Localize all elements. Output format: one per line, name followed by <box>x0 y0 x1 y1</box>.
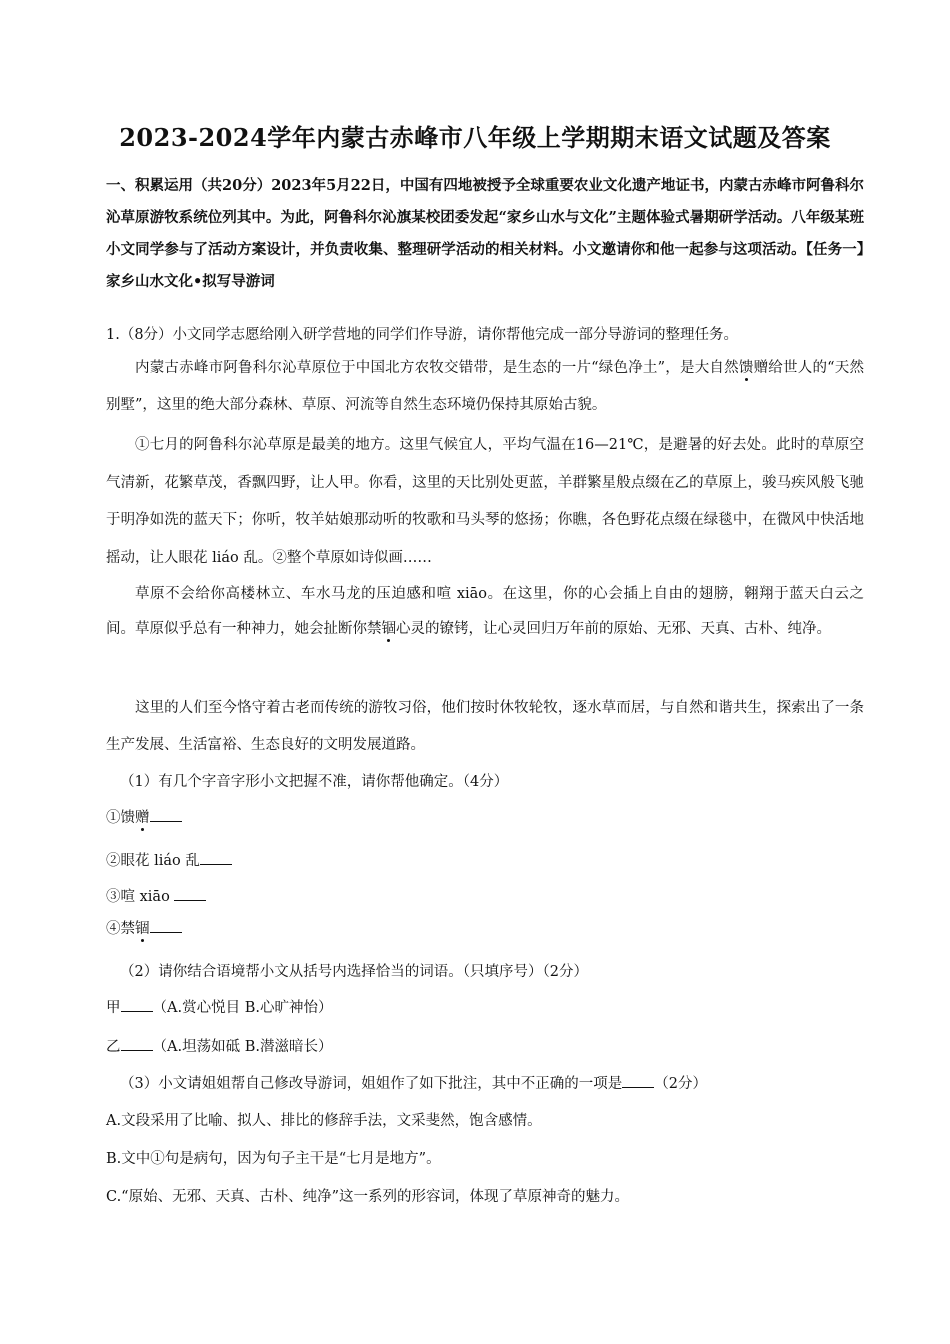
section-intro: 一、积累运用（共20分）2023年5月22日，中国有四地被授予全球重要农业文化遗产地证书，内蒙古赤峰市阿鲁科尔沁草原游牧系统位列其中。为此，阿鲁科尔沁旗某校团委发起“家乡山水与文化”主题体验式暑期研学活动。八年级某班小文同学参与了活动方案设计，并负责收集、整理研学活动的相关材料。小文邀请你和他一起参与这项活动。【任务一】家乡山水文化•拟写导游词 <box>106 177 864 290</box>
passage-paragraph-1: 内蒙古赤峰市阿鲁科尔沁草原位于中国北方农牧交错带，是生态的一片“绿色净土”，是大自然馈赠给世人的“天然别墅”，这里的绝大部分森林、草原、河流等自然生态环境仍保持其原始古貌。 <box>106 360 864 413</box>
passage-paragraph-4: 这里的人们至今恪守着古老而传统的游牧习俗，他们按时休牧轮牧，逐水草而居，与自然和谐共生，探索出了一条生产发展、生活富裕、生态良好的文明发展道路。 <box>106 700 864 753</box>
sub1-item-2: ②眼花 liáo 乱 <box>106 849 232 870</box>
answer-blank[interactable] <box>121 999 153 1012</box>
sub1-item-1: ①馈赠 <box>106 806 182 827</box>
answer-blank[interactable] <box>150 809 182 822</box>
passage-paragraph-2: ①七月的阿鲁科尔沁草原是最美的地方。这里气候宜人，平均气温在16—21℃，是避暑的好去处。此时的草原空气清新，花繁草茂，香飘四野，让人甲。你看，这里的天比别处更蓝，羊群繁星般点缀在乙的草原上，骏马疾风般飞驰于明净如洗的蓝天下；你听，牧羊姑娘那动听的牧歌和马头琴的悠扬；你瞧，各色野花点缀在绿毯中，在微风中快活地摇动，让人眼花 liáo 乱。②整个草原如诗似画…… <box>106 437 864 566</box>
sub2-yi: 乙 （A.坦荡如砥 B.潜滋暗长） <box>106 1039 333 1055</box>
answer-blank[interactable] <box>174 888 206 901</box>
answer-blank[interactable] <box>121 1038 153 1051</box>
option-b: B.文中①句是病句，因为句子主干是“七月是地方”。 <box>106 1151 441 1167</box>
option-a: A.文段采用了比喻、拟人、排比的修辞手法，文采斐然，饱含感情。 <box>106 1113 542 1129</box>
answer-blank[interactable] <box>200 852 232 865</box>
passage-paragraph-3: 草原不会给你高楼林立、车水马龙的压迫感和喧 xiāo。在这里，你的心会插上自由的翅膀，翱翔于蓝天白云之间。草原似乎总有一种神力，她会扯断你禁锢心灵的镣铐，让心灵回归万年前的原始、无邪、天真、古朴、纯净。 <box>106 586 864 637</box>
sub-question-3: （3）小文请姐姐帮自己修改导游词，姐姐作了如下批注，其中不正确的一项是 （2分） <box>120 1076 707 1092</box>
option-c: C.“原始、无邪、天真、古朴、纯净”这一系列的形容词，体现了草原神奇的魅力。 <box>106 1189 630 1205</box>
sub1-item-3: ③喧 xiāo <box>106 885 206 906</box>
sub-question-1: （1）有几个字音字形小文把握不准，请你帮他确定。（4分） <box>120 774 509 790</box>
answer-blank[interactable] <box>150 920 182 933</box>
sub2-jia: 甲 （A.赏心悦目 B.心旷神怡） <box>106 1000 333 1016</box>
question-1-stem: 1.（8分）小文同学志愿给刚入研学营地的同学们作导游，请你帮他完成一部分导游词的整理任务。 <box>106 327 739 343</box>
page-title: 2023-2024学年内蒙古赤峰市八年级上学期期末语文试题及答案 <box>119 123 831 152</box>
answer-blank[interactable] <box>622 1075 654 1088</box>
sub1-item-4: ④禁锢 <box>106 917 182 938</box>
sub-question-2: （2）请你结合语境帮小文从括号内选择恰当的词语。（只填序号）（2分） <box>120 964 588 980</box>
